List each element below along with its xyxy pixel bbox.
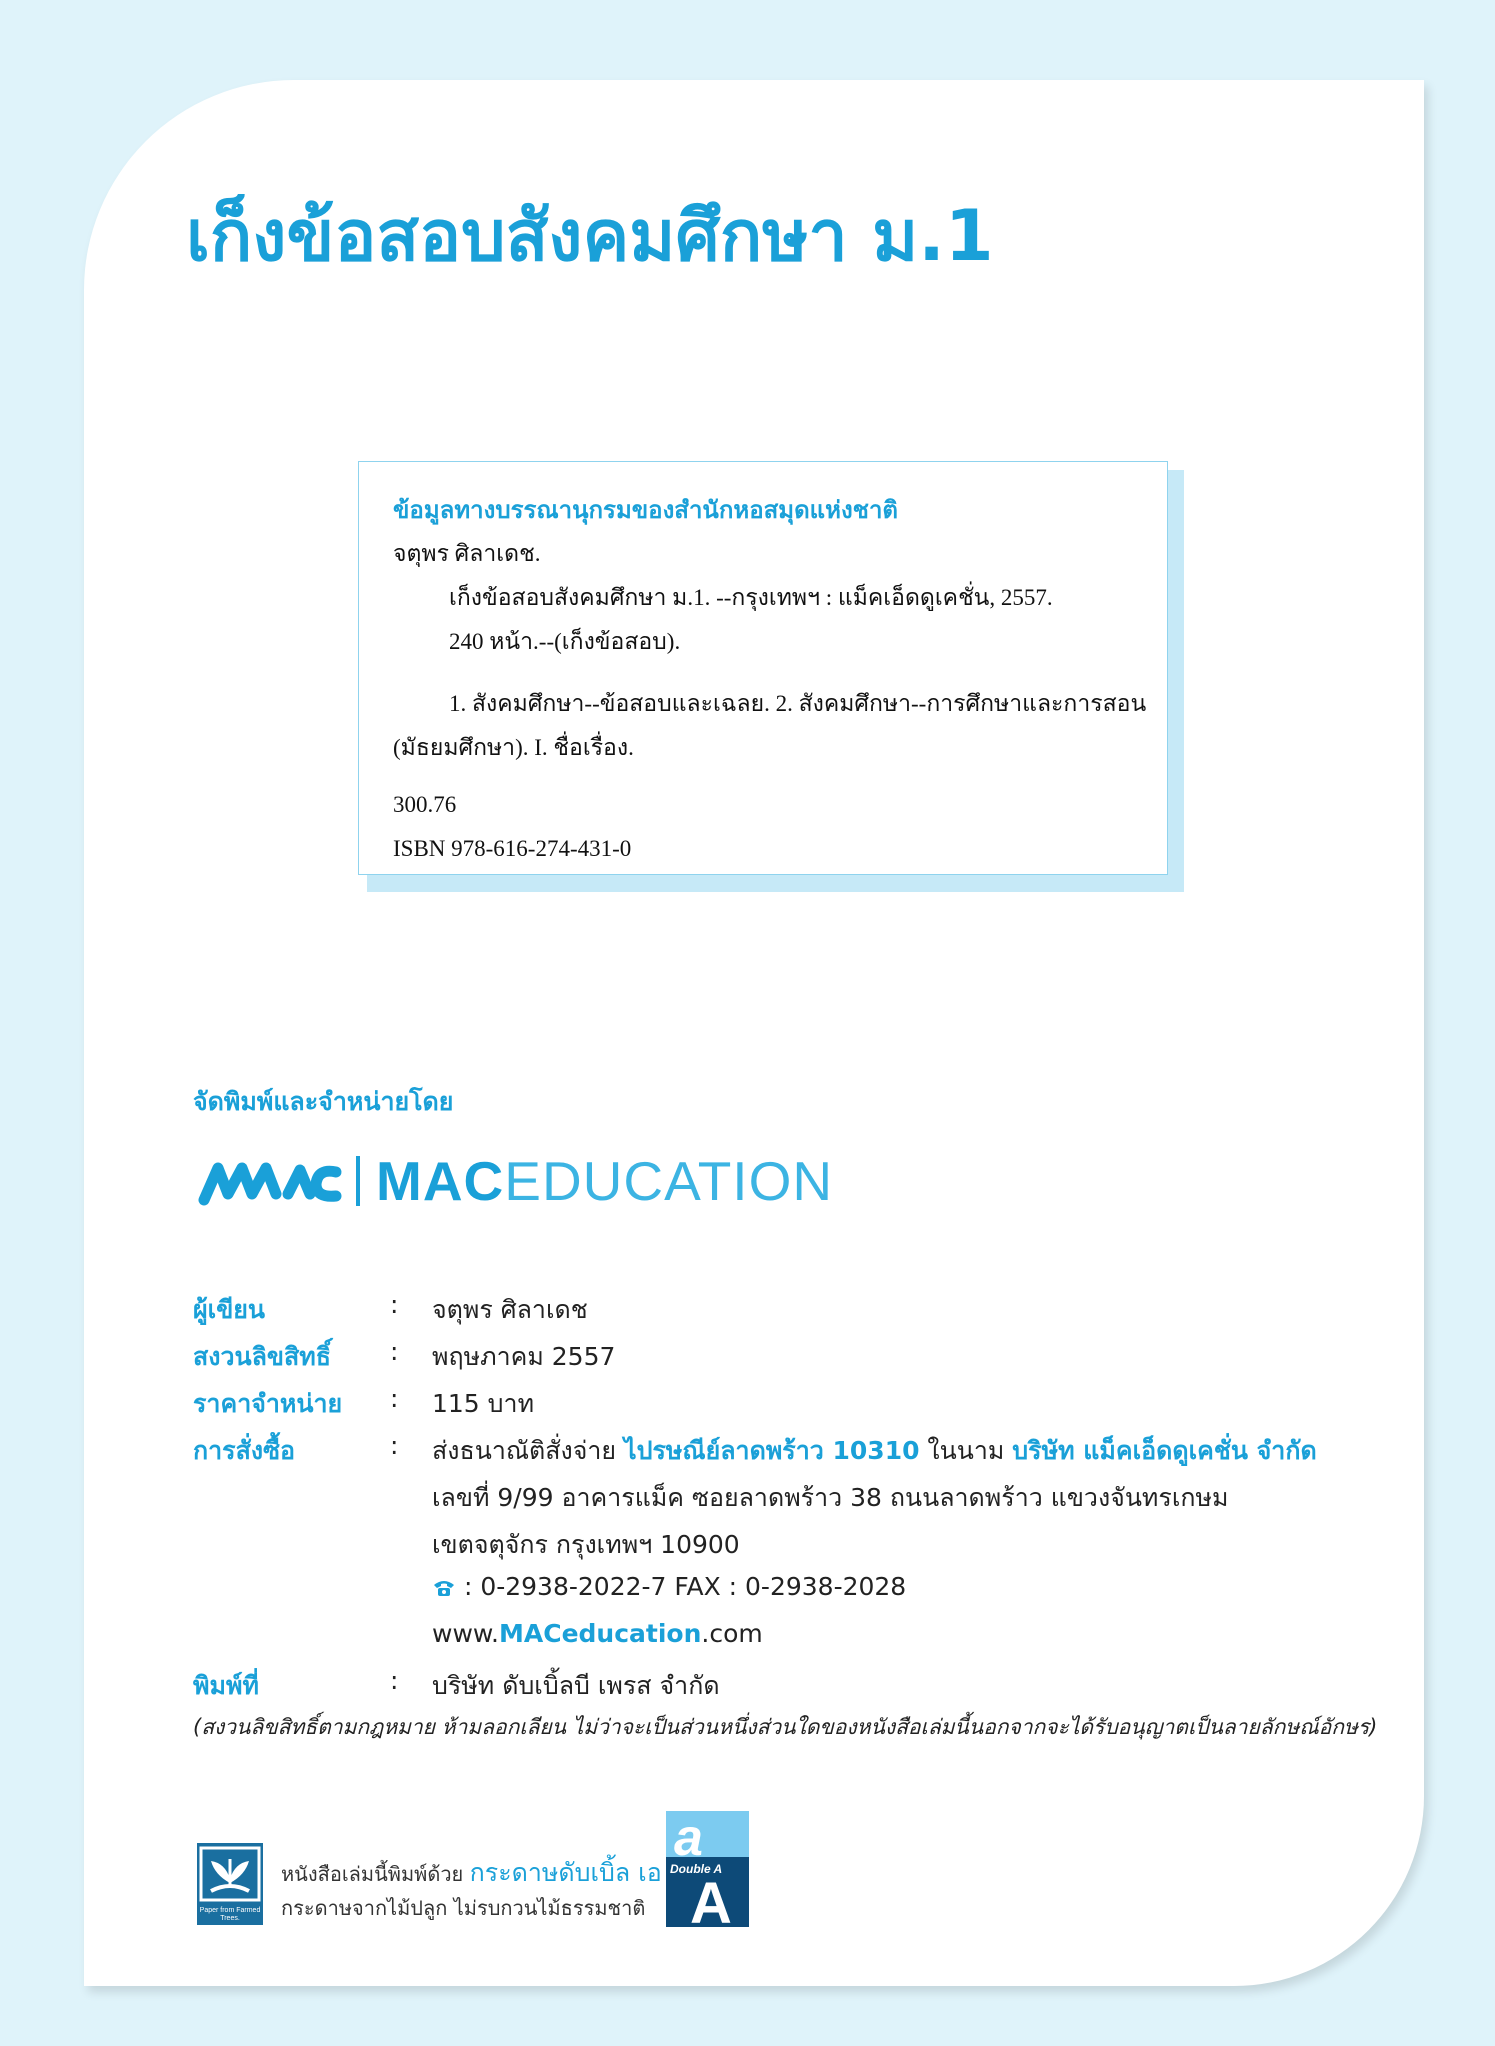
paper-line-1 bbox=[281, 1853, 662, 1893]
order-company: บริษัท แม็คเอ็ดดูเคชั่น จำกัด bbox=[1012, 1436, 1317, 1465]
web-prefix: www. bbox=[432, 1619, 499, 1648]
mac-logo-mark-icon bbox=[196, 1150, 346, 1210]
web-brand: MACeducation bbox=[499, 1619, 702, 1648]
cip-subject-line-2: (มัธยมศึกษา). I. ชื่อเรื่อง. bbox=[393, 735, 634, 760]
address-line-1: เลขที่ 9/99 อาคารแม็ค ซอยลาดพร้าว 38 ถนนลาดพร้าว แขวงจันทรเกษม bbox=[432, 1483, 1229, 1512]
logo-wordmark bbox=[376, 1150, 833, 1212]
author-label: ผู้เขียน bbox=[193, 1295, 266, 1324]
colon: : bbox=[390, 1431, 399, 1460]
order-label: การสั่งซื้อ bbox=[193, 1436, 296, 1465]
cip-isbn: ISBN 978-616-274-431-0 bbox=[393, 836, 632, 861]
cip-box bbox=[358, 461, 1168, 875]
paper-prefix: หนังสือเล่มนี้พิมพ์ด้วย bbox=[281, 1862, 470, 1886]
cip-title-line: เก็งข้อสอบสังคมศึกษา ม.1. --กรุงเทพฯ : แม็คเอ็ดดูเคชั่น, 2557. bbox=[449, 585, 1053, 610]
colon: : bbox=[390, 1384, 399, 1413]
copyright-notice: (สงวนลิขสิทธิ์ตามกฎหมาย ห้ามลอกเลียน ไม่ว่าจะเป็นส่วนหนึ่งส่วนใดของหนังสือเล่มนี้นอกจากจะได้รับอนุญาตเป็นลายลักษณ์อักษร) bbox=[193, 1715, 1378, 1739]
logo-separator bbox=[356, 1156, 360, 1206]
svg-text:a: a bbox=[674, 1811, 703, 1867]
page-sheet bbox=[84, 80, 1424, 1986]
author-value: จตุพร ศิลาเดช bbox=[432, 1295, 588, 1324]
printer-label: พิมพ์ที่ bbox=[193, 1671, 259, 1700]
website-link[interactable] bbox=[432, 1619, 763, 1648]
cip-author: จตุพร ศิลาเดช. bbox=[393, 541, 541, 566]
double-a-logo bbox=[666, 1811, 749, 1927]
phone-icon bbox=[432, 1579, 456, 1597]
paper-line-2: กระดาษจากไม้ปลูก ไม่รบกวนไม้ธรรมชาติ bbox=[281, 1896, 646, 1920]
order-mid: ในนาม bbox=[919, 1436, 1013, 1465]
plant-icon bbox=[197, 1845, 263, 1905]
cip-pages-line: 240 หน้า.--(เก็งข้อสอบ). bbox=[449, 629, 681, 654]
printer-value: บริษัท ดับเบิ้ลบี เพรส จำกัด bbox=[432, 1671, 720, 1700]
phone-fax-text: : 0-2938-2022-7 FAX : 0-2938-2028 bbox=[456, 1572, 907, 1601]
colon: : bbox=[390, 1666, 399, 1695]
svg-text:A: A bbox=[690, 1871, 732, 1927]
publisher-label: จัดพิมพ์และจำหน่ายโดย bbox=[193, 1087, 454, 1116]
colon: : bbox=[390, 1290, 399, 1319]
cip-subject-line-1: 1. สังคมศึกษา--ข้อสอบและเฉลย. 2. สังคมศึกษา--การศึกษาและการสอน bbox=[449, 691, 1147, 716]
price-label: ราคาจำหน่าย bbox=[193, 1389, 343, 1418]
order-prefix: ส่งธนาณัติสั่งจ่าย bbox=[432, 1436, 625, 1465]
double-a-caption: Double A bbox=[670, 1862, 723, 1876]
logo-word-mac: MAC bbox=[376, 1150, 505, 1212]
copyright-label: สงวนลิขสิทธิ์ bbox=[193, 1342, 332, 1371]
web-suffix: .com bbox=[701, 1619, 763, 1648]
farmed-trees-caption: Paper from Farmed Trees. bbox=[199, 1907, 261, 1922]
cip-class-number: 300.76 bbox=[393, 792, 457, 817]
phone-line bbox=[432, 1572, 906, 1601]
order-post-office: ไปรษณีย์ลาดพร้าว 10310 bbox=[624, 1436, 920, 1465]
price-value: 115 บาท bbox=[432, 1389, 535, 1418]
copyright-value: พฤษภาคม 2557 bbox=[432, 1342, 616, 1371]
order-value bbox=[432, 1431, 1317, 1471]
address-line-2: เขตจตุจักร กรุงเทพฯ 10900 bbox=[432, 1530, 740, 1559]
logo-word-education: EDUCATION bbox=[504, 1150, 834, 1212]
page-title: เก็งข้อสอบสังคมศึกษา ม.1 bbox=[186, 195, 994, 277]
cip-heading: ข้อมูลทางบรรณานุกรมของสำนักหอสมุดแห่งชาติ bbox=[393, 498, 899, 524]
farmed-trees-logo bbox=[197, 1843, 263, 1925]
paper-brand: กระดาษดับเบิ้ล เอ bbox=[469, 1858, 662, 1887]
colon: : bbox=[390, 1337, 399, 1366]
